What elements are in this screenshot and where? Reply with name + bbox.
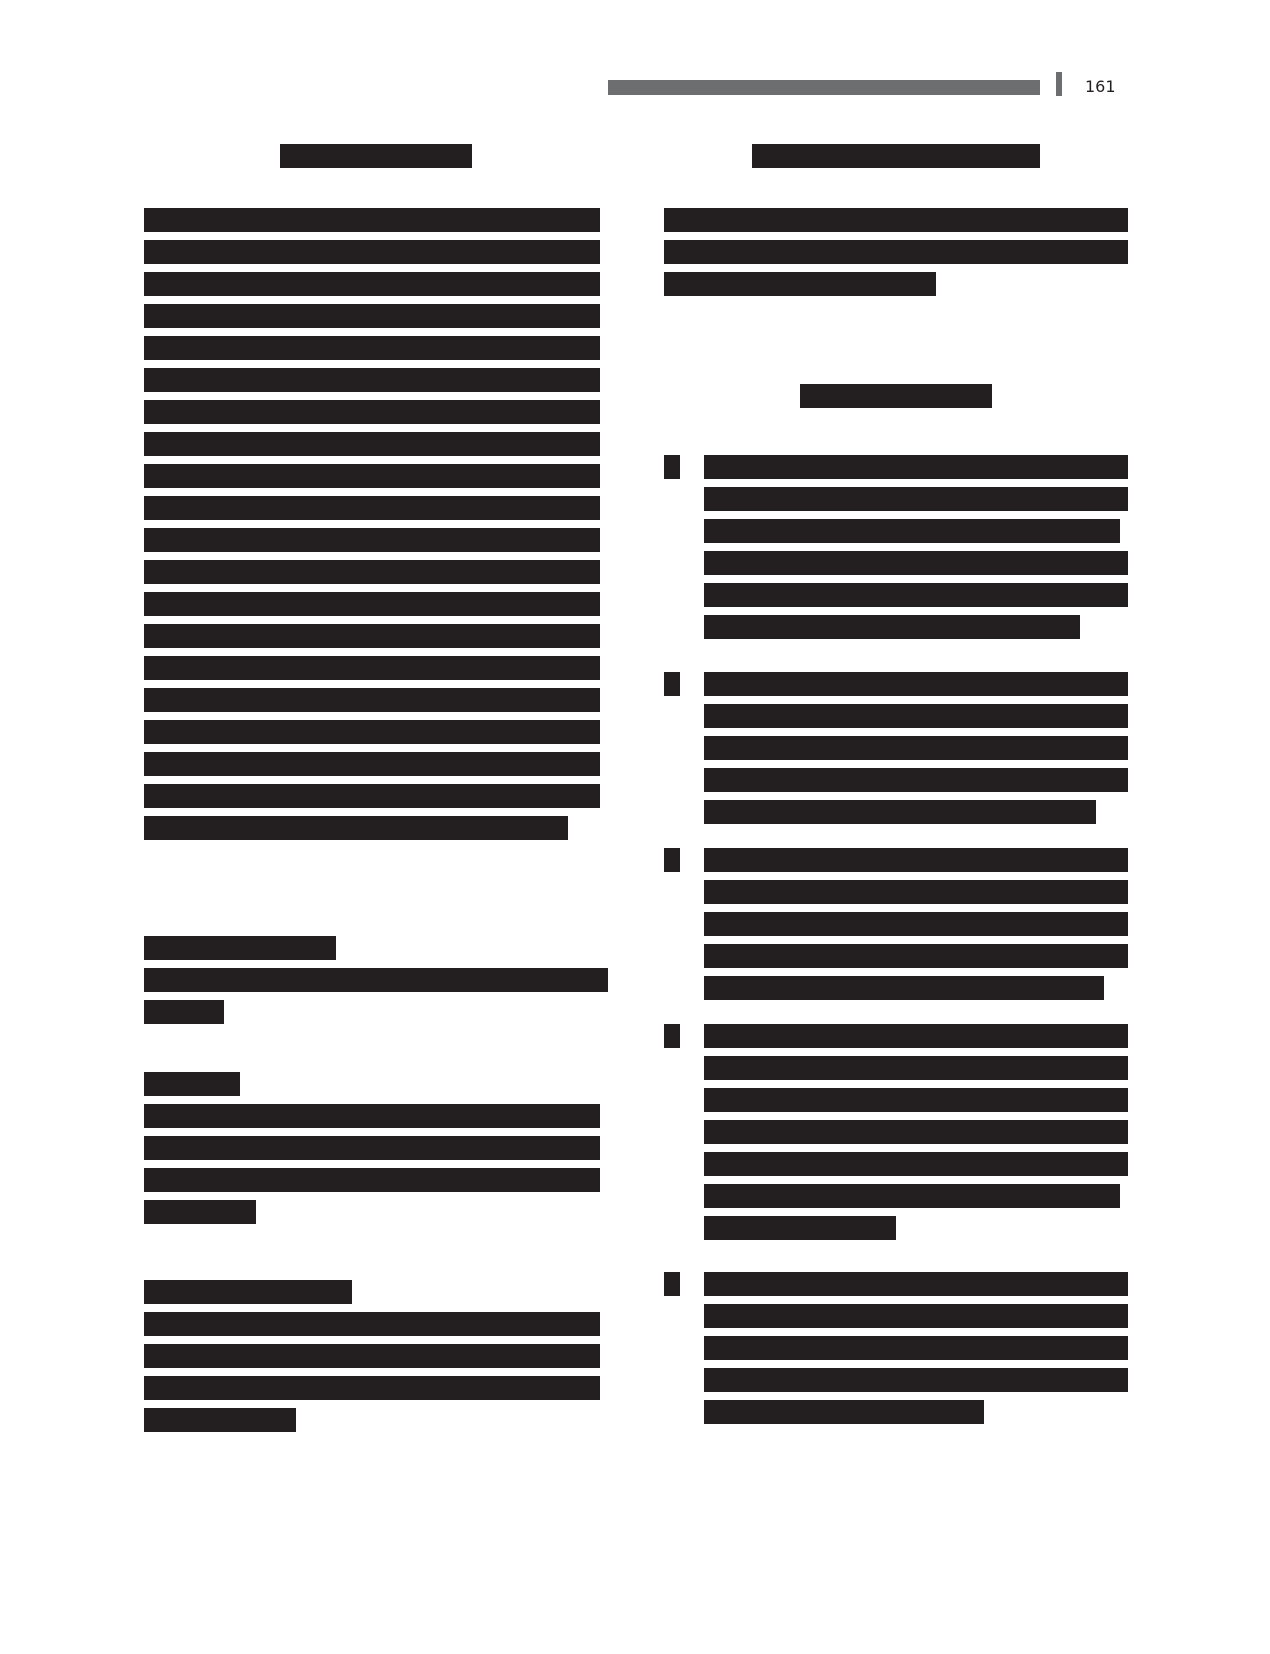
reference-line (704, 1336, 1128, 1360)
reference-line (704, 800, 1096, 824)
reference-line (704, 1304, 1128, 1328)
author-contributions-line (144, 1312, 600, 1336)
page-number: 161 (1085, 77, 1116, 96)
running-header (608, 80, 1040, 95)
reference-number (664, 672, 680, 696)
author-contributions-heading (144, 1280, 352, 1304)
abstract-line (144, 816, 568, 840)
funding-line (144, 1104, 600, 1128)
abstract-line (144, 272, 600, 296)
reference-line (704, 880, 1128, 904)
abstract-line (144, 752, 600, 776)
abstract-line (144, 560, 600, 584)
abstract-line (144, 688, 600, 712)
reference-number (664, 1272, 680, 1296)
header-divider (1056, 72, 1062, 96)
reference-line (704, 583, 1128, 607)
abstract-line (144, 528, 600, 552)
funding-line (144, 1168, 600, 1192)
conflict-of-interest-line (144, 1000, 224, 1024)
reference-line (704, 1056, 1128, 1080)
abstract-line (144, 368, 600, 392)
reference-line (704, 736, 1128, 760)
reference-line (704, 1024, 1128, 1048)
abstract-line (144, 592, 600, 616)
reference-line (704, 1120, 1128, 1144)
reference-number (664, 455, 680, 479)
references-heading (800, 384, 992, 408)
reference-line (704, 944, 1128, 968)
right-column-heading (752, 144, 1040, 168)
reference-number (664, 1024, 680, 1048)
abstract-line (144, 400, 600, 424)
left-column-heading (280, 144, 472, 168)
running-header-text (608, 93, 612, 94)
reference-line (704, 672, 1128, 696)
abstract-line (144, 496, 600, 520)
reference-line (704, 1272, 1128, 1296)
reference-line (704, 1400, 984, 1424)
reference-line (704, 1088, 1128, 1112)
abstract-line (144, 432, 600, 456)
reference-line (704, 768, 1128, 792)
abstract-line (144, 784, 600, 808)
right-paragraph-line (664, 240, 1128, 264)
reference-line (704, 487, 1128, 511)
reference-line (704, 1216, 896, 1240)
abstract-line (144, 464, 600, 488)
conflict-of-interest-line (144, 968, 608, 992)
abstract-line (144, 208, 600, 232)
reference-line (704, 455, 1128, 479)
right-paragraph-line (664, 208, 1128, 232)
reference-number (664, 848, 680, 872)
abstract-line (144, 656, 600, 680)
abstract-line (144, 720, 600, 744)
reference-line (704, 704, 1128, 728)
reference-line (704, 976, 1104, 1000)
abstract-line (144, 304, 600, 328)
author-contributions-line (144, 1408, 296, 1432)
author-contributions-line (144, 1344, 600, 1368)
reference-line (704, 1368, 1128, 1392)
right-paragraph-line (664, 272, 936, 296)
funding-line (144, 1136, 600, 1160)
funding-line (144, 1200, 256, 1224)
reference-line (704, 912, 1128, 936)
reference-line (704, 1152, 1128, 1176)
reference-line (704, 1184, 1120, 1208)
funding-heading (144, 1072, 240, 1096)
reference-line (704, 551, 1128, 575)
abstract-line (144, 240, 600, 264)
reference-line (704, 519, 1120, 543)
abstract-line (144, 336, 600, 360)
reference-line (704, 615, 1080, 639)
conflict-of-interest-heading (144, 936, 336, 960)
author-contributions-line (144, 1376, 600, 1400)
abstract-line (144, 624, 600, 648)
reference-line (704, 848, 1128, 872)
